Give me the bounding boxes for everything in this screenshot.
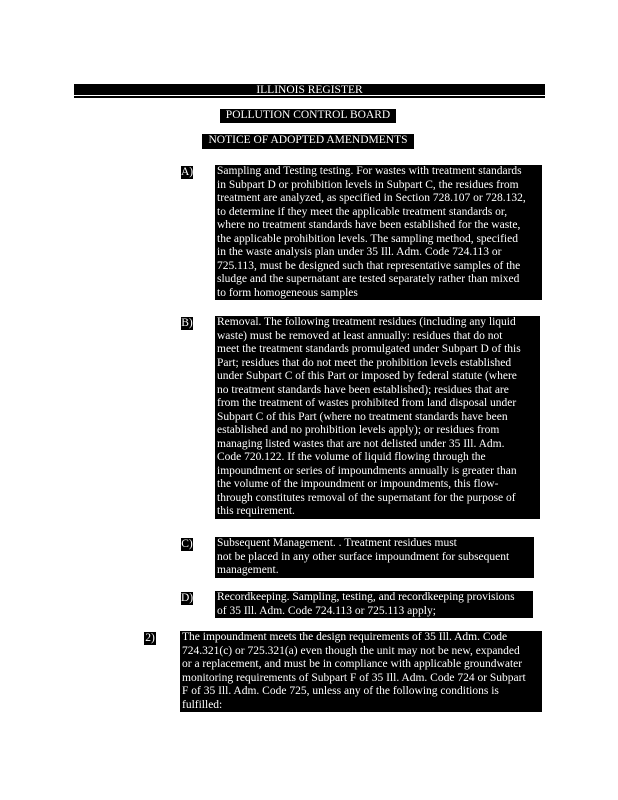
item-a-line: to form homogeneous samples [215, 287, 542, 301]
item-b-line: impoundment or series of impoundments annually is greater than [215, 465, 540, 479]
item-2-line: fulfilled: [180, 699, 542, 713]
item-b-line: established and no prohibition levels apply); or residues from [215, 424, 540, 438]
item-c-paragraph [215, 537, 534, 578]
item-b-line: the volume of the impoundment or impoundments, this flow- [215, 478, 540, 492]
register-title: ILLINOIS REGISTER [74, 84, 545, 95]
item-a-paragraph [215, 165, 542, 300]
item-2-line: monitoring requirements of Subpart F of 35 Ill. Adm. Code 724 or Subpart [180, 672, 542, 686]
notice-title: NOTICE OF ADOPTED AMENDMENTS [202, 134, 414, 149]
item-a-line: sludge and the supernatant are tested separately rather than mixed [215, 273, 542, 287]
item-b-line: meet the treatment standards promulgated under Subpart D of this [215, 343, 540, 357]
item-b-paragraph [215, 316, 540, 519]
item-a-line: to determine if they meet the applicable treatment standards or, [215, 206, 542, 220]
item-2-line: The impoundment meets the design requirements of 35 Ill. Adm. Code [180, 631, 542, 645]
item-d-line: Recordkeeping. Sampling, testing, and recordkeeping provisions [215, 591, 533, 605]
item-c-line: not be placed in any other surface impoundment for subsequent [215, 551, 534, 565]
item-b-line: this requirement. [215, 505, 540, 519]
item-c-line: management. [215, 564, 534, 578]
item-a-line: treatment are analyzed, as specified in Section 728.107 or 728.132, [215, 192, 542, 206]
item-a-line: 725.113, must be designed such that representative samples of the [215, 260, 542, 274]
item-2-line: or a replacement, and must be in compliance with applicable groundwater [180, 658, 542, 672]
item-a-line: in Subpart D or prohibition levels in Subpart C, the residues from [215, 179, 542, 193]
item-2-paragraph [180, 631, 542, 712]
item-c-line: Subsequent Management. . Treatment residues must [215, 537, 534, 551]
item-b-line: no treatment standards have been established); residues that are [215, 384, 540, 398]
item-b-line: Removal. The following treatment residues (including any liquid [215, 316, 540, 330]
item-b-line: managing listed wastes that are not delisted under 35 Ill. Adm. [215, 438, 540, 452]
item-b-line: through constitutes removal of the supernatant for the purpose of [215, 492, 540, 506]
item-b-line: from the treatment of wastes prohibited from land disposal under [215, 397, 540, 411]
item-2-line: F of 35 Ill. Adm. Code 725, unless any of the following conditions is [180, 685, 542, 699]
item-a-line: Sampling and Testing testing. For wastes with treatment standards [215, 165, 542, 179]
item-a-line: the applicable prohibition levels. The sampling method, specified [215, 233, 542, 247]
item-a-line: where no treatment standards have been established for the waste, [215, 219, 542, 233]
item-d-line: of 35 Ill. Adm. Code 724.113 or 725.113 apply; [215, 605, 533, 619]
item-b-line: Part; residues that do not meet the prohibition levels established [215, 357, 540, 371]
item-b-line: under Subpart C of this Part or imposed by federal statute (where [215, 370, 540, 384]
item-a-line: in the waste analysis plan under 35 Ill. Adm. Code 724.113 or [215, 246, 542, 260]
item-d-marker: D) [181, 592, 194, 604]
item-c-marker: C) [181, 538, 193, 550]
item-b-marker: B) [181, 317, 193, 329]
header-rule [74, 96, 545, 98]
item-b-line: Code 720.122. If the volume of liquid flowing through the [215, 451, 540, 465]
item-2-marker: 2) [145, 632, 155, 644]
item-d-paragraph [215, 591, 533, 618]
item-b-line: Subpart C of this Part (where no treatment standards have been [215, 411, 540, 425]
item-b-line: waste) must be removed at least annually: residues that do not [215, 330, 540, 344]
item-a-marker: A) [181, 166, 194, 178]
item-2-line: 724.321(c) or 725.321(a) even though the unit may not be new, expanded [180, 645, 542, 659]
board-title: POLLUTION CONTROL BOARD [220, 109, 396, 123]
